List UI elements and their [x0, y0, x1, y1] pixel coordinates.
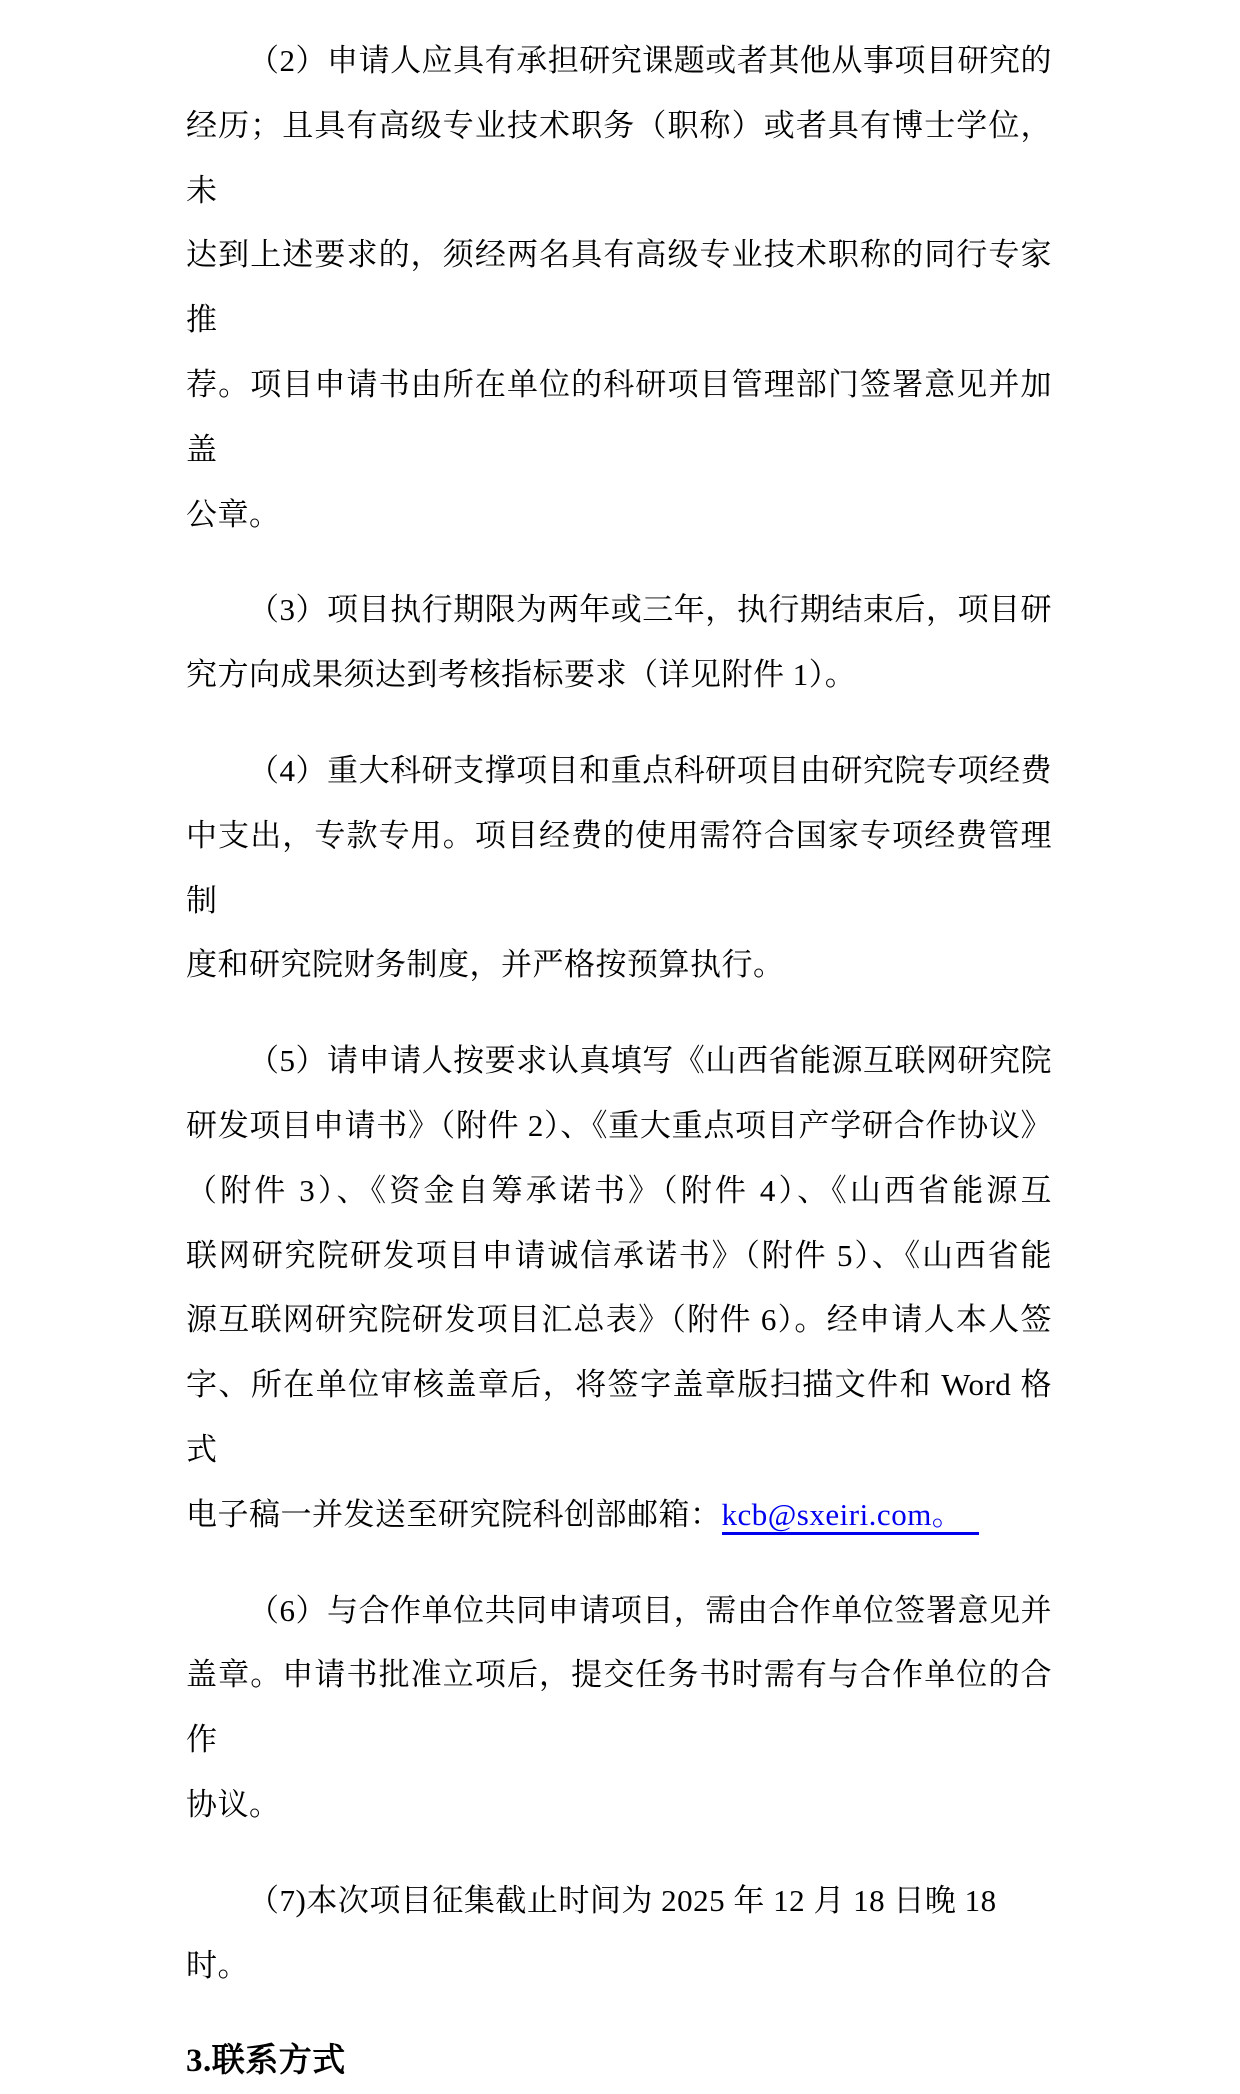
text-line: 达到上述要求的，须经两名具有高级专业技术职称的同行专家推 [186, 237, 1052, 338]
text-line: （附件 3）、《资金自筹承诺书》（附件 4）、《山西省能源互 [186, 1172, 1052, 1208]
text-line [186, 1483, 1052, 1548]
text-line: 荐。项目申请书由所在单位的科研项目管理部门签署意见并加盖 [186, 366, 1052, 467]
text-line: 盖章。申请书批准立项后，提交任务书时需有与合作单位的合作 [186, 1657, 1052, 1758]
text-line: （5）请申请人按要求认真填写《山西省能源互联网研究院 [248, 1043, 1052, 1079]
text-line: 公章。 [186, 496, 281, 532]
text-line: 究方向成果须达到考核指标要求（详见附件 1）。 [186, 657, 857, 693]
text-line: 协议。 [186, 1786, 281, 1822]
text-line: （4）重大科研支撑项目和重点科研项目由研究院专项经费 [248, 752, 1052, 788]
email-line-prefix: 电子稿一并发送至研究院科创部邮箱： [186, 1496, 722, 1532]
text-line: 经历；且具有高级专业技术职务（职称）或者具有博士学位，未 [186, 107, 1052, 208]
text-line: 度和研究院财务制度，并严格按预算执行。 [186, 947, 785, 983]
text-line: 联网研究院研发项目申请诚信承诺书》（附件 5）、《山西省能 [186, 1237, 1052, 1273]
text-line: （7)本次项目征集截止时间为 2025 年 12 月 18 日晚 18 时。 [186, 1882, 997, 1983]
text-line: 中支出，专款专用。项目经费的使用需符合国家专项经费管理制 [186, 817, 1052, 918]
text-line: 字、所在单位审核盖章后，将签字盖章版扫描文件和 Word 格式 [186, 1367, 1052, 1467]
section-heading-contact: 3.联系方式 [186, 2043, 346, 2080]
email-link[interactable]: kcb@sxeiri.com。 [722, 1497, 980, 1535]
text-line: （6）与合作单位共同申请项目，需由合作单位签署意见并 [248, 1592, 1052, 1628]
document-body [186, 29, 1052, 2094]
text-line: 研发项目申请书》（附件 2）、《重大重点项目产学研合作协议》 [186, 1107, 1052, 1143]
text-line: 源互联网研究院研发项目汇总表》（附件 6）。经申请人本人签 [186, 1302, 1052, 1338]
text-line: （2）申请人应具有承担研究课题或者其他从事项目研究的 [248, 43, 1052, 78]
text-line: （3）项目执行期限为两年或三年，执行期结束后，项目研 [248, 592, 1052, 628]
